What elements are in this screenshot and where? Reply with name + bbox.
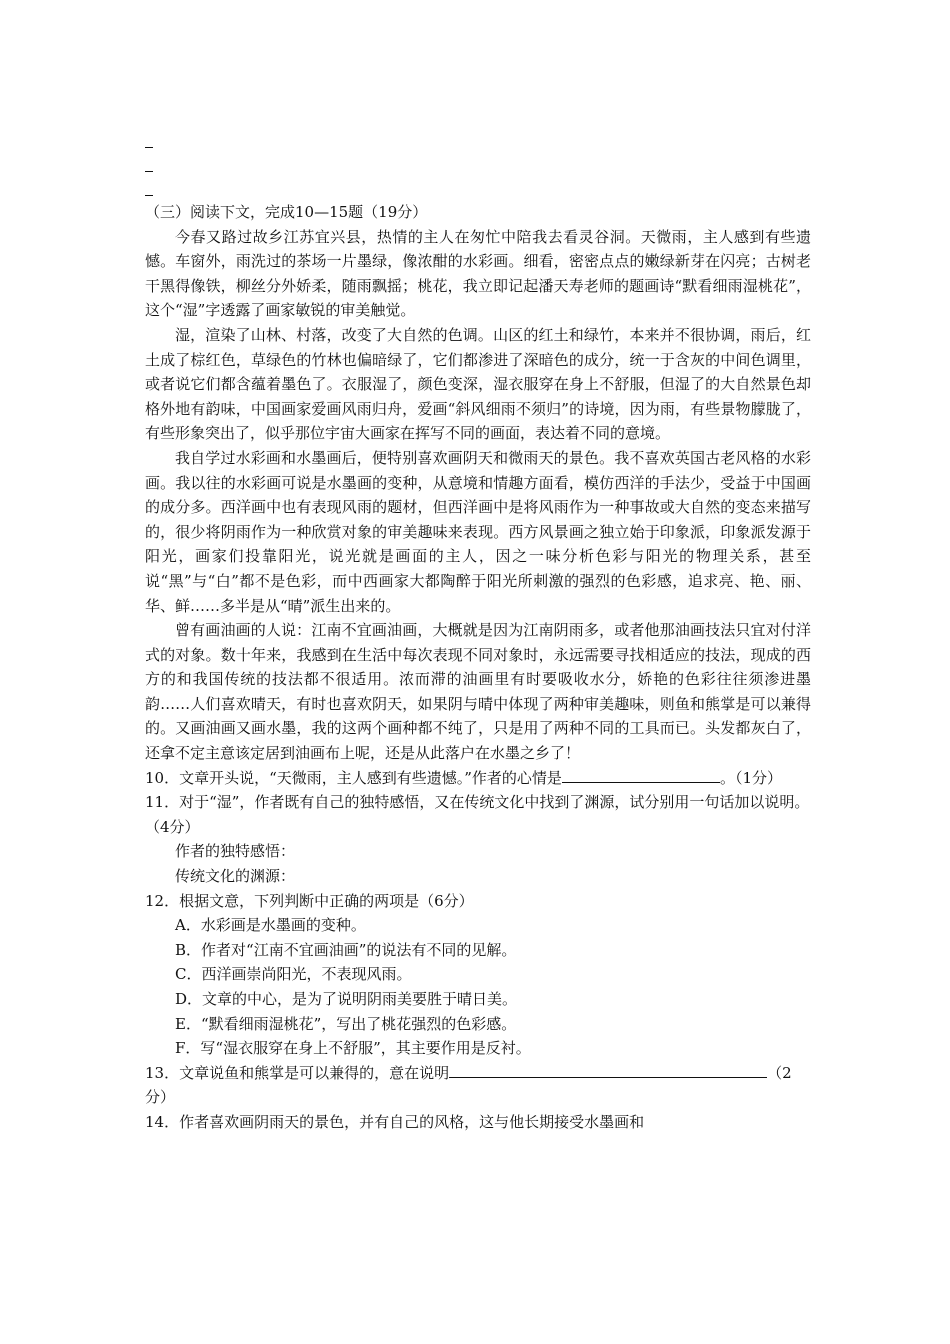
question-13: [145, 1061, 811, 1110]
question-10-text: 10．文章开头说，“天微雨，主人感到有些遗憾。”作者的心情是: [145, 768, 562, 787]
passage-paragraph-2: 湿，渲染了山林、村落，改变了大自然的色调。山区的红土和绿竹，本来并不很协调，雨后，红土成了棕红色，草绿色的竹林也偏暗绿了，它们都渗进了深暗色的成分，统一于含灰的中间色调里，或者说它们都含蕴着墨色了。衣服湿了，颜色变深，湿衣服穿在身上不舒服，但湿了的大自然景色却格外地有韵味，中国画家爱画风雨归舟，爱画“斜风细雨不须归”的诗境，因为雨，有些景物朦胧了，有些形象突出了，似乎那位宇宙大画家在挥写不同的画面，表达着不同的意境。: [145, 325, 811, 443]
question-12: 12．根据文意，下列判断中正确的两项是（6分）: [145, 891, 474, 910]
question-10-points: 。（1分）: [719, 768, 782, 787]
option-e: E．“默看细雨湿桃花”，写出了桃花强烈的色彩感。: [175, 1014, 517, 1033]
question-13-text: 13．文章说鱼和熊掌是可以兼得的，意在说明: [145, 1063, 450, 1082]
answer-blank-13[interactable]: [449, 1061, 767, 1078]
option-d: D．文章的中心，是为了说明阴雨美要胜于晴日美。: [175, 990, 518, 1008]
margin-mark: [145, 171, 153, 172]
option-f: F．写“湿衣服穿在身上不舒服”，其主要作用是反衬。: [175, 1039, 531, 1058]
reading-section: [145, 200, 811, 1135]
margin-mark: [145, 147, 153, 148]
section-heading: （三）阅读下文，完成10—15题（19分）: [145, 203, 428, 221]
question-11-part-b: 传统文化的渊源：: [175, 867, 296, 886]
passage-paragraph-1: 今春又路过故乡江苏宜兴县，热情的主人在匆忙中陪我去看灵谷洞。天微雨，主人感到有些遗憾。车窗外，雨洗过的茶场一片墨绿，像浓酣的水彩画。细看，密密点点的嫩绿新芽在闪亮；古树老干黑得像铁，柳丝分外娇柔，随雨飘摇；桃花，我立即记起潘天寿老师的题画诗“默看细雨湿桃花”，这个“湿”字透露了画家敏锐的审美触觉。: [145, 227, 811, 320]
passage-paragraph-4: 曾有画油画的人说：江南不宜画油画，大概就是因为江南阴雨多，或者他那油画技法只宜对付洋式的对象。数十年来，我感到在生活中每次表现不同对象时，永远需要寻找相适应的技法，现成的西方的和我国传统的技法都不很适用。浓而滞的油画里有时要吸收水分，娇艳的色彩往往须渗进墨韵……人们喜欢晴天，有时也喜欢阴天，如果阴与晴中体现了两种审美趣味，则鱼和熊掌是可以兼得的。又画油画又画水墨，我的这两个画种都不纯了，只是用了两种不同的工具而已。头发都灰白了，还拿不定主意该定居到油画布上呢，还是从此落户在水墨之乡了！: [145, 621, 811, 763]
option-c: C．西洋画崇尚阳光，不表现风雨。: [175, 965, 412, 984]
question-14: 14．作者喜欢画阴雨天的景色，并有自己的风格，这与他长期接受水墨画和: [145, 1112, 645, 1131]
option-b: B．作者对“江南不宜画油画”的说法有不同的见解。: [175, 940, 517, 959]
question-13-points: （2分）: [145, 1063, 792, 1107]
answer-blank-10[interactable]: [562, 766, 720, 783]
margin-mark: [145, 195, 153, 196]
question-10: [145, 766, 811, 791]
passage-paragraph-3: 我自学过水彩画和水墨画后，便特别喜欢画阴天和微雨天的景色。我不喜欢英国古老风格的水彩画。我以往的水彩画可说是水墨画的变种，从意境和情趣方面看，模仿西洋的手法少，受益于中国画的成分多。西洋画中也有表现风雨的题材，但西洋画中是将风雨作为一种事故或大自然的变态来描写的，很少将阴雨作为一种欣赏对象的审美趣味来表现。西方风景画之独立始于印象派，印象派发源于阳光，画家们投靠阳光，说光就是画面的主人，因之一味分析色彩与阳光的物理关系，甚至说“黑”与“白”都不是色彩，而中西画家大都陶醉于阳光所刺激的强烈的色彩感，追求亮、艳、丽、华、鲜……多半是从“晴”派生出来的。: [145, 448, 811, 615]
question-11: 11．对于“湿”，作者既有自己的独特感悟，又在传统文化中找到了渊源，试分别用一句话加以说明。（4分）: [145, 793, 810, 836]
option-a: A．水彩画是水墨画的变种。: [175, 916, 366, 935]
question-11-part-a: 作者的独特感悟：: [175, 842, 296, 861]
